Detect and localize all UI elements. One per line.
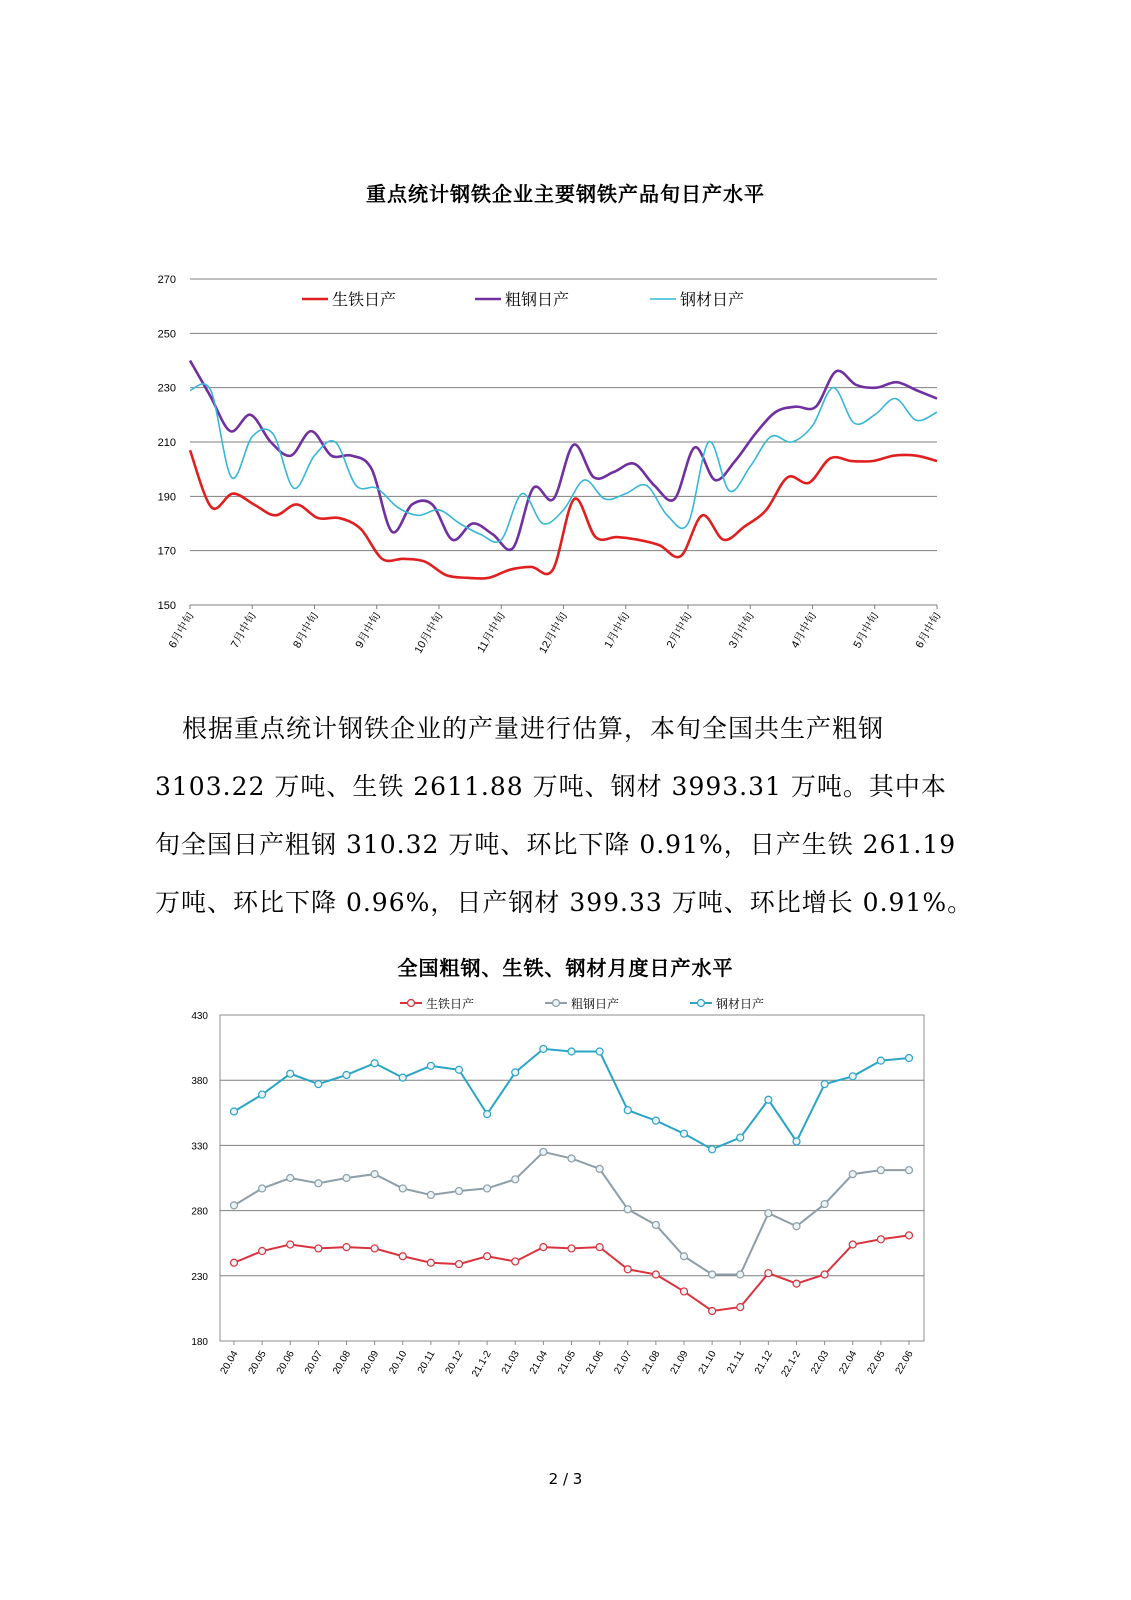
data-point (287, 1241, 294, 1248)
data-point (371, 1060, 378, 1067)
data-point (287, 1070, 294, 1077)
data-point (596, 1165, 603, 1172)
paragraph-line: 根据重点统计钢铁企业的产量进行估算，本旬全国共生产粗钢 (182, 714, 885, 743)
data-point (737, 1304, 744, 1311)
x-tick-label: 21.03 (499, 1349, 522, 1377)
y-tick-label: 430 (191, 1011, 208, 1022)
data-point (259, 1185, 266, 1192)
paragraph-line: 万吨、环比下降 0.96%，日产钢材 399.33 万吨、环比增长 0.91%。 (155, 888, 974, 917)
data-point (231, 1259, 238, 1266)
data-point (315, 1081, 322, 1088)
data-point (596, 1244, 603, 1251)
x-tick-label: 22.1-2 (779, 1349, 804, 1380)
data-point (624, 1266, 631, 1273)
y-tick-label: 170 (157, 545, 176, 558)
data-point (624, 1206, 631, 1213)
data-point (427, 1259, 434, 1266)
data-point (793, 1223, 800, 1230)
legend-label: 生铁日产 (426, 997, 475, 1011)
data-point (540, 1244, 547, 1251)
x-tick-label: 20.09 (359, 1349, 382, 1377)
data-point (877, 1167, 884, 1174)
data-point (512, 1069, 519, 1076)
data-point (568, 1155, 575, 1162)
x-tick-label: 12月中旬 (537, 610, 571, 656)
y-tick-label: 330 (191, 1141, 208, 1153)
data-point (343, 1071, 350, 1078)
data-point (877, 1236, 884, 1243)
data-point (315, 1245, 322, 1252)
x-tick-label: 21.05 (556, 1349, 579, 1377)
data-point (343, 1175, 350, 1182)
data-point (849, 1241, 856, 1248)
y-tick-label: 180 (191, 1337, 208, 1348)
x-tick-label: 11月中旬 (475, 610, 508, 655)
data-point (315, 1180, 322, 1187)
x-tick-label: 4月中旬 (789, 610, 820, 651)
data-point (906, 1055, 913, 1062)
y-tick-label: 270 (157, 274, 176, 286)
chart1-title: 重点统计钢铁企业主要钢铁产品旬日产水平 (366, 182, 765, 206)
x-tick-label: 21.08 (640, 1349, 663, 1377)
x-tick-label: 7月中旬 (228, 610, 259, 651)
x-tick-label: 10月中旬 (412, 610, 446, 656)
series-line (234, 1049, 909, 1149)
paragraph-line: 旬全国日产粗钢 310.32 万吨、环比下降 0.91%，日产生铁 261.19 (155, 830, 957, 859)
data-point (456, 1188, 463, 1195)
data-point (849, 1171, 856, 1178)
legend-label: 生铁日产 (332, 290, 397, 309)
data-point (512, 1258, 519, 1265)
x-tick-label: 2月中旬 (664, 610, 695, 651)
data-point (456, 1066, 463, 1073)
data-point (681, 1253, 688, 1260)
y-tick-label: 230 (157, 382, 176, 395)
page-number: 2 / 3 (548, 1470, 583, 1488)
x-tick-label: 5月中旬 (851, 610, 882, 651)
data-point (259, 1248, 266, 1255)
legend-marker (408, 1000, 415, 1007)
data-point (709, 1271, 716, 1278)
data-point (371, 1245, 378, 1252)
x-tick-label: 20.11 (415, 1349, 438, 1376)
series-line (234, 1152, 909, 1275)
data-point (259, 1091, 266, 1098)
data-point (484, 1253, 491, 1260)
legend-label: 粗钢日产 (505, 290, 570, 309)
data-point (343, 1244, 350, 1251)
x-tick-label: 6月中旬 (166, 610, 197, 651)
data-point (709, 1146, 716, 1153)
x-tick-label: 21.04 (527, 1349, 550, 1377)
data-point (484, 1185, 491, 1192)
data-point (793, 1280, 800, 1287)
data-point (427, 1191, 434, 1198)
chart2-title: 全国粗钢、生铁、钢材月度日产水平 (397, 956, 734, 980)
data-point (624, 1107, 631, 1114)
legend-marker (553, 1000, 560, 1007)
x-tick-label: 21.06 (584, 1349, 607, 1377)
data-point (231, 1108, 238, 1115)
data-point (652, 1117, 659, 1124)
legend-label: 钢材日产 (680, 290, 745, 309)
x-tick-label: 20.05 (246, 1349, 269, 1377)
x-tick-label: 20.08 (331, 1349, 354, 1377)
data-point (877, 1057, 884, 1064)
data-point (287, 1175, 294, 1182)
x-tick-label: 21.10 (696, 1349, 719, 1377)
x-tick-label: 1月中旬 (602, 610, 633, 651)
x-tick-label: 20.10 (387, 1349, 410, 1377)
data-point (681, 1288, 688, 1295)
x-tick-label: 21.1-2 (470, 1349, 494, 1380)
x-tick-label: 8月中旬 (291, 610, 322, 651)
x-tick-label: 3月中旬 (726, 610, 757, 651)
y-tick-label: 190 (157, 491, 176, 504)
x-tick-label: 9月中旬 (353, 610, 384, 651)
x-tick-label: 22.04 (837, 1349, 860, 1377)
x-tick-label: 20.04 (218, 1349, 241, 1377)
data-point (484, 1111, 491, 1118)
y-tick-label: 150 (157, 600, 176, 612)
y-tick-label: 280 (191, 1206, 208, 1218)
x-tick-label: 20.06 (274, 1349, 297, 1377)
data-point (906, 1232, 913, 1239)
data-point (399, 1074, 406, 1081)
data-point (652, 1221, 659, 1228)
data-point (709, 1308, 716, 1315)
x-tick-label: 6月中旬 (913, 610, 944, 651)
data-point (821, 1081, 828, 1088)
data-point (568, 1048, 575, 1055)
data-point (371, 1171, 378, 1178)
x-tick-label: 21.07 (612, 1349, 635, 1377)
x-tick-label: 21.12 (752, 1349, 775, 1377)
data-point (737, 1134, 744, 1141)
x-tick-label: 22.03 (809, 1349, 832, 1377)
data-point (737, 1271, 744, 1278)
data-point (540, 1045, 547, 1052)
data-point (906, 1167, 913, 1174)
x-tick-label: 20.07 (302, 1349, 325, 1377)
data-point (427, 1062, 434, 1069)
data-point (765, 1270, 772, 1277)
data-point (765, 1096, 772, 1103)
y-tick-label: 250 (157, 328, 176, 341)
data-point (765, 1210, 772, 1217)
x-tick-label: 22.06 (893, 1349, 916, 1377)
x-tick-label: 21.09 (668, 1349, 691, 1377)
data-point (652, 1271, 659, 1278)
y-tick-label: 380 (191, 1076, 208, 1088)
x-tick-label: 21.11 (725, 1349, 747, 1376)
y-tick-label: 210 (157, 437, 176, 449)
y-tick-label: 230 (191, 1271, 208, 1283)
x-tick-label: 20.12 (443, 1349, 466, 1377)
data-point (568, 1245, 575, 1252)
data-point (231, 1202, 238, 1209)
paragraph-line: 3103.22 万吨、生铁 2611.88 万吨、钢材 3993.31 万吨。其中本 (155, 772, 947, 801)
data-point (793, 1138, 800, 1145)
data-point (512, 1176, 519, 1183)
x-tick-label: 22.05 (865, 1349, 888, 1377)
data-point (399, 1185, 406, 1192)
data-point (821, 1201, 828, 1208)
plot-frame (220, 1015, 924, 1341)
legend-label: 钢材日产 (716, 997, 765, 1011)
legend-marker (698, 1000, 705, 1007)
data-point (596, 1048, 603, 1055)
data-point (399, 1253, 406, 1260)
legend-label: 粗钢日产 (571, 997, 620, 1011)
data-point (540, 1148, 547, 1155)
data-point (681, 1130, 688, 1137)
data-point (821, 1271, 828, 1278)
data-point (456, 1261, 463, 1268)
data-point (849, 1073, 856, 1080)
